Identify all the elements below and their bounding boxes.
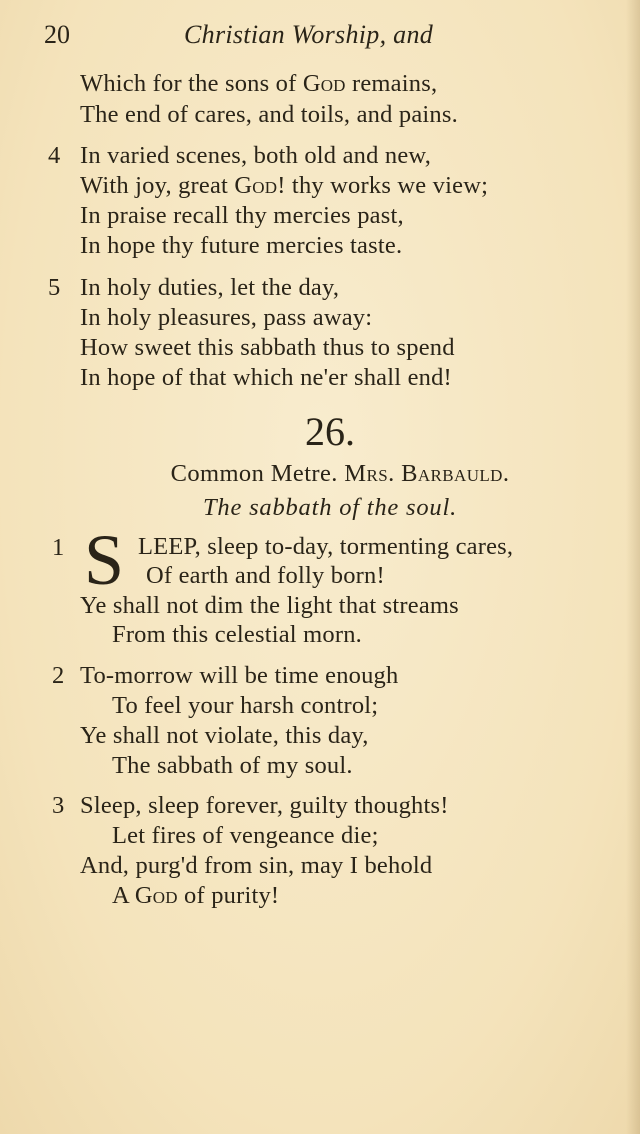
- hymn-meter: Common Metre.: [170, 460, 338, 487]
- verse-line: A God of purity!: [112, 882, 280, 909]
- verse-line: The sabbath of my soul.: [112, 752, 353, 779]
- stanza-number: 4: [48, 142, 61, 169]
- verse-line: In holy duties, let the day,: [80, 274, 340, 301]
- hymn-subtitle: The sabbath of the soul.: [203, 494, 457, 521]
- verse-line: The end of cares, and toils, and pains.: [80, 101, 458, 128]
- stanza-number: 3: [52, 792, 65, 819]
- stanza-number: 5: [48, 274, 61, 301]
- verse-line: In praise recall thy mercies past,: [80, 202, 404, 229]
- hymn-meter-author: [0, 460, 640, 488]
- verse-line: And, purg'd from sin, may I behold: [80, 852, 433, 879]
- page-header: [0, 20, 640, 54]
- stanza-number: 1: [52, 534, 65, 561]
- hymn-author: Mrs. Barbauld.: [344, 460, 510, 487]
- running-title: Christian Worship, and: [184, 20, 434, 49]
- drop-cap: S: [84, 520, 125, 600]
- verse-line: In holy pleasures, pass away:: [80, 304, 373, 331]
- verse-line: In varied scenes, both old and new,: [80, 142, 432, 169]
- verse-line: From this celestial morn.: [112, 621, 362, 648]
- verse-line: Ye shall not dim the light that streams: [80, 592, 459, 619]
- verse-line: Sleep, sleep forever, guilty thoughts!: [80, 792, 449, 819]
- verse-line: To-morrow will be time enough: [80, 662, 399, 689]
- verse-line: With joy, great God! thy works we view;: [80, 172, 489, 199]
- verse-line: To feel your harsh control;: [112, 692, 379, 719]
- page-number: 20: [44, 20, 70, 49]
- verse-line: In hope thy future mercies taste.: [80, 232, 403, 259]
- verse-line: Of earth and folly born!: [146, 562, 385, 589]
- verse-line: In hope of that which ne'er shall end!: [80, 364, 452, 391]
- hymn-number: 26.: [305, 409, 355, 454]
- verse-line: LEEP, sleep to-day, tormenting cares,: [138, 533, 514, 560]
- page-edge-shadow: [626, 0, 640, 1134]
- verse-line: Ye shall not violate, this day,: [80, 722, 369, 749]
- verse-line: Which for the sons of God remains,: [80, 70, 438, 97]
- verse-line: How sweet this sabbath thus to spend: [80, 334, 455, 361]
- verse-line: Let fires of vengeance die;: [112, 822, 379, 849]
- stanza-number: 2: [52, 662, 65, 689]
